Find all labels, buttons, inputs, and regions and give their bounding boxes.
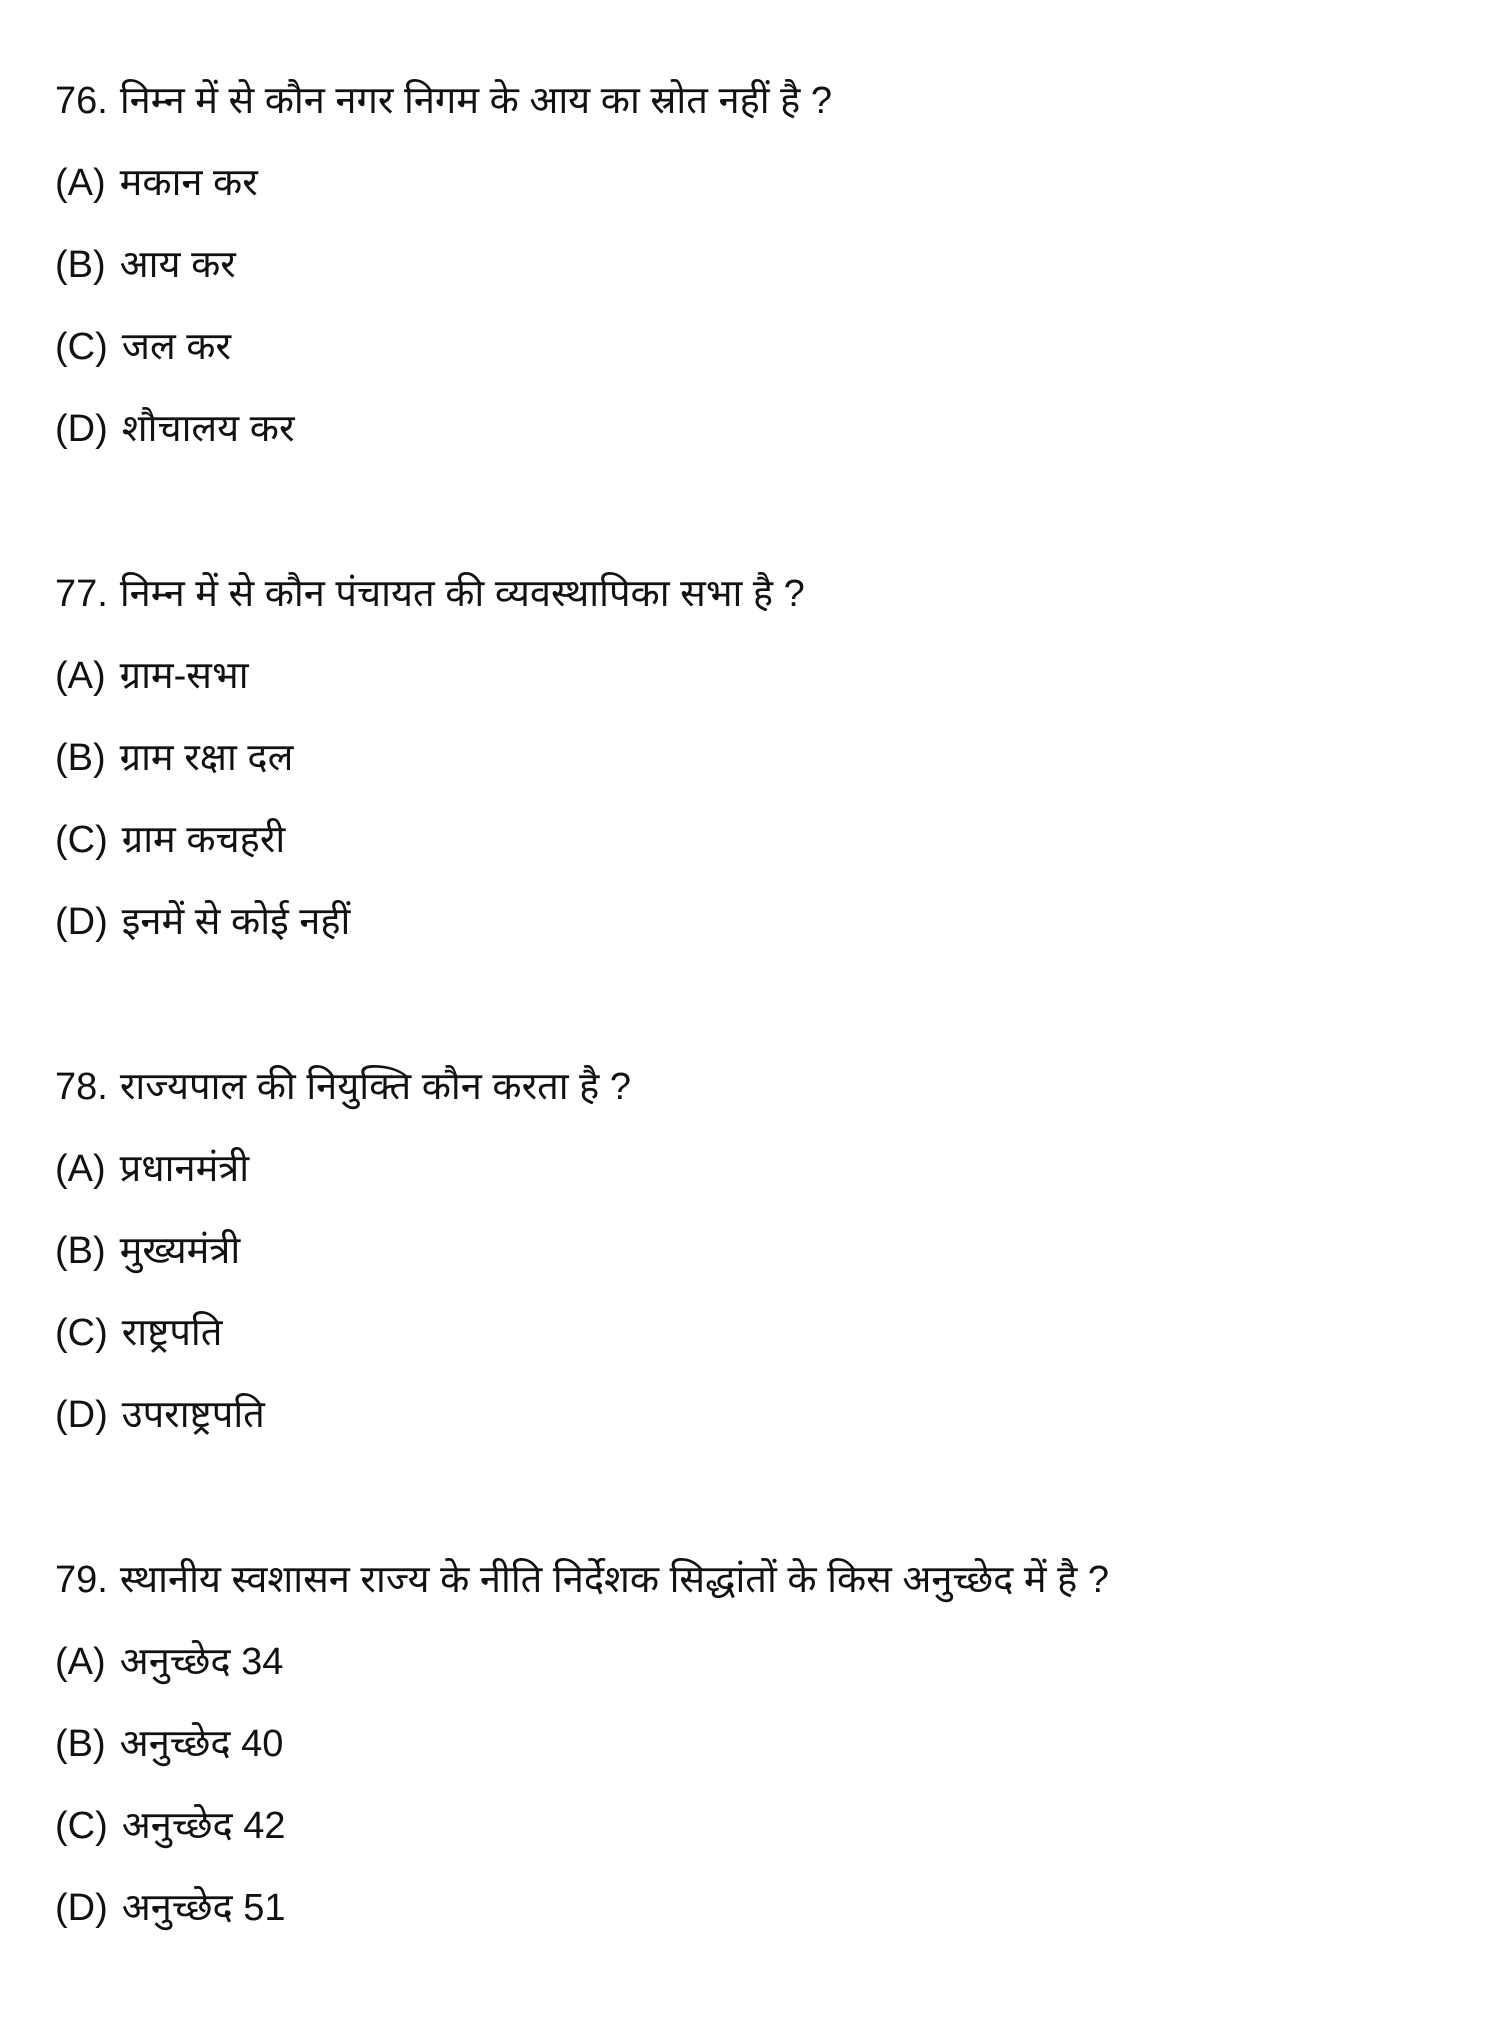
option-label: (A) (55, 162, 106, 204)
question-text: निम्न में से कौन पंचायत की व्यवस्थापिका सभा है ? (119, 573, 805, 615)
option (55, 1785, 1109, 1867)
question-block (55, 1539, 1109, 1949)
option (55, 1292, 631, 1374)
question-text: निम्न में से कौन नगर निगम के आय का स्रोत नहीं है ? (119, 80, 833, 122)
question-block (55, 1046, 631, 1456)
question-stem (55, 1539, 1109, 1621)
option-text: अनुच्छेद 40 (119, 1723, 284, 1765)
option (55, 142, 832, 224)
option-text: अनुच्छेद 34 (119, 1641, 284, 1683)
option (55, 717, 805, 799)
option-label: (B) (55, 1230, 106, 1272)
option-text: अनुच्छेद 42 (121, 1805, 286, 1847)
option-text: मकान कर (119, 162, 258, 204)
option (55, 1128, 631, 1210)
option-label: (A) (55, 1641, 106, 1683)
option (55, 306, 832, 388)
option (55, 635, 805, 717)
option-text: मुख्यमंत्री (119, 1230, 241, 1272)
option-label: (D) (55, 1887, 108, 1929)
option-text: अनुच्छेद 51 (121, 1887, 286, 1929)
option-label: (C) (55, 1312, 108, 1354)
option-label: (B) (55, 1723, 106, 1765)
question-text: राज्यपाल की नियुक्ति कौन करता है ? (119, 1066, 632, 1108)
option (55, 1703, 1109, 1785)
question-block (55, 553, 805, 963)
option-text: राष्ट्रपति (121, 1312, 223, 1354)
option-text: जल कर (121, 326, 232, 368)
option (55, 1210, 631, 1292)
option-text: ग्राम कचहरी (121, 819, 286, 861)
option (55, 1374, 631, 1456)
question-number: 78. (55, 1066, 108, 1108)
option-label: (D) (55, 408, 108, 450)
question-stem (55, 553, 805, 635)
option-text: इनमें से कोई नहीं (121, 901, 351, 943)
question-number: 79. (55, 1559, 108, 1601)
option (55, 1621, 1109, 1703)
question-block (55, 60, 832, 470)
option-label: (C) (55, 326, 108, 368)
option-label: (A) (55, 1148, 106, 1190)
option (55, 388, 832, 470)
option-text: शौचालय कर (121, 408, 295, 450)
option-label: (D) (55, 1394, 108, 1436)
question-text: स्थानीय स्वशासन राज्य के नीति निर्देशक सिद्धांतों के किस अनुच्छेद में है ? (119, 1559, 1110, 1601)
option-label: (B) (55, 737, 106, 779)
option-label: (A) (55, 655, 106, 697)
option-label: (B) (55, 244, 106, 286)
option (55, 881, 805, 963)
question-number: 77. (55, 573, 108, 615)
option-text: उपराष्ट्रपति (121, 1394, 265, 1436)
option (55, 224, 832, 306)
option-label: (D) (55, 901, 108, 943)
question-stem (55, 1046, 631, 1128)
question-stem (55, 60, 832, 142)
option-text: ग्राम-सभा (119, 655, 249, 697)
option-text: प्रधानमंत्री (119, 1148, 250, 1190)
option (55, 1867, 1109, 1949)
option-text: ग्राम रक्षा दल (119, 737, 294, 779)
option-text: आय कर (119, 244, 236, 286)
question-number: 76. (55, 80, 108, 122)
option-label: (C) (55, 819, 108, 861)
option (55, 799, 805, 881)
option-label: (C) (55, 1805, 108, 1847)
